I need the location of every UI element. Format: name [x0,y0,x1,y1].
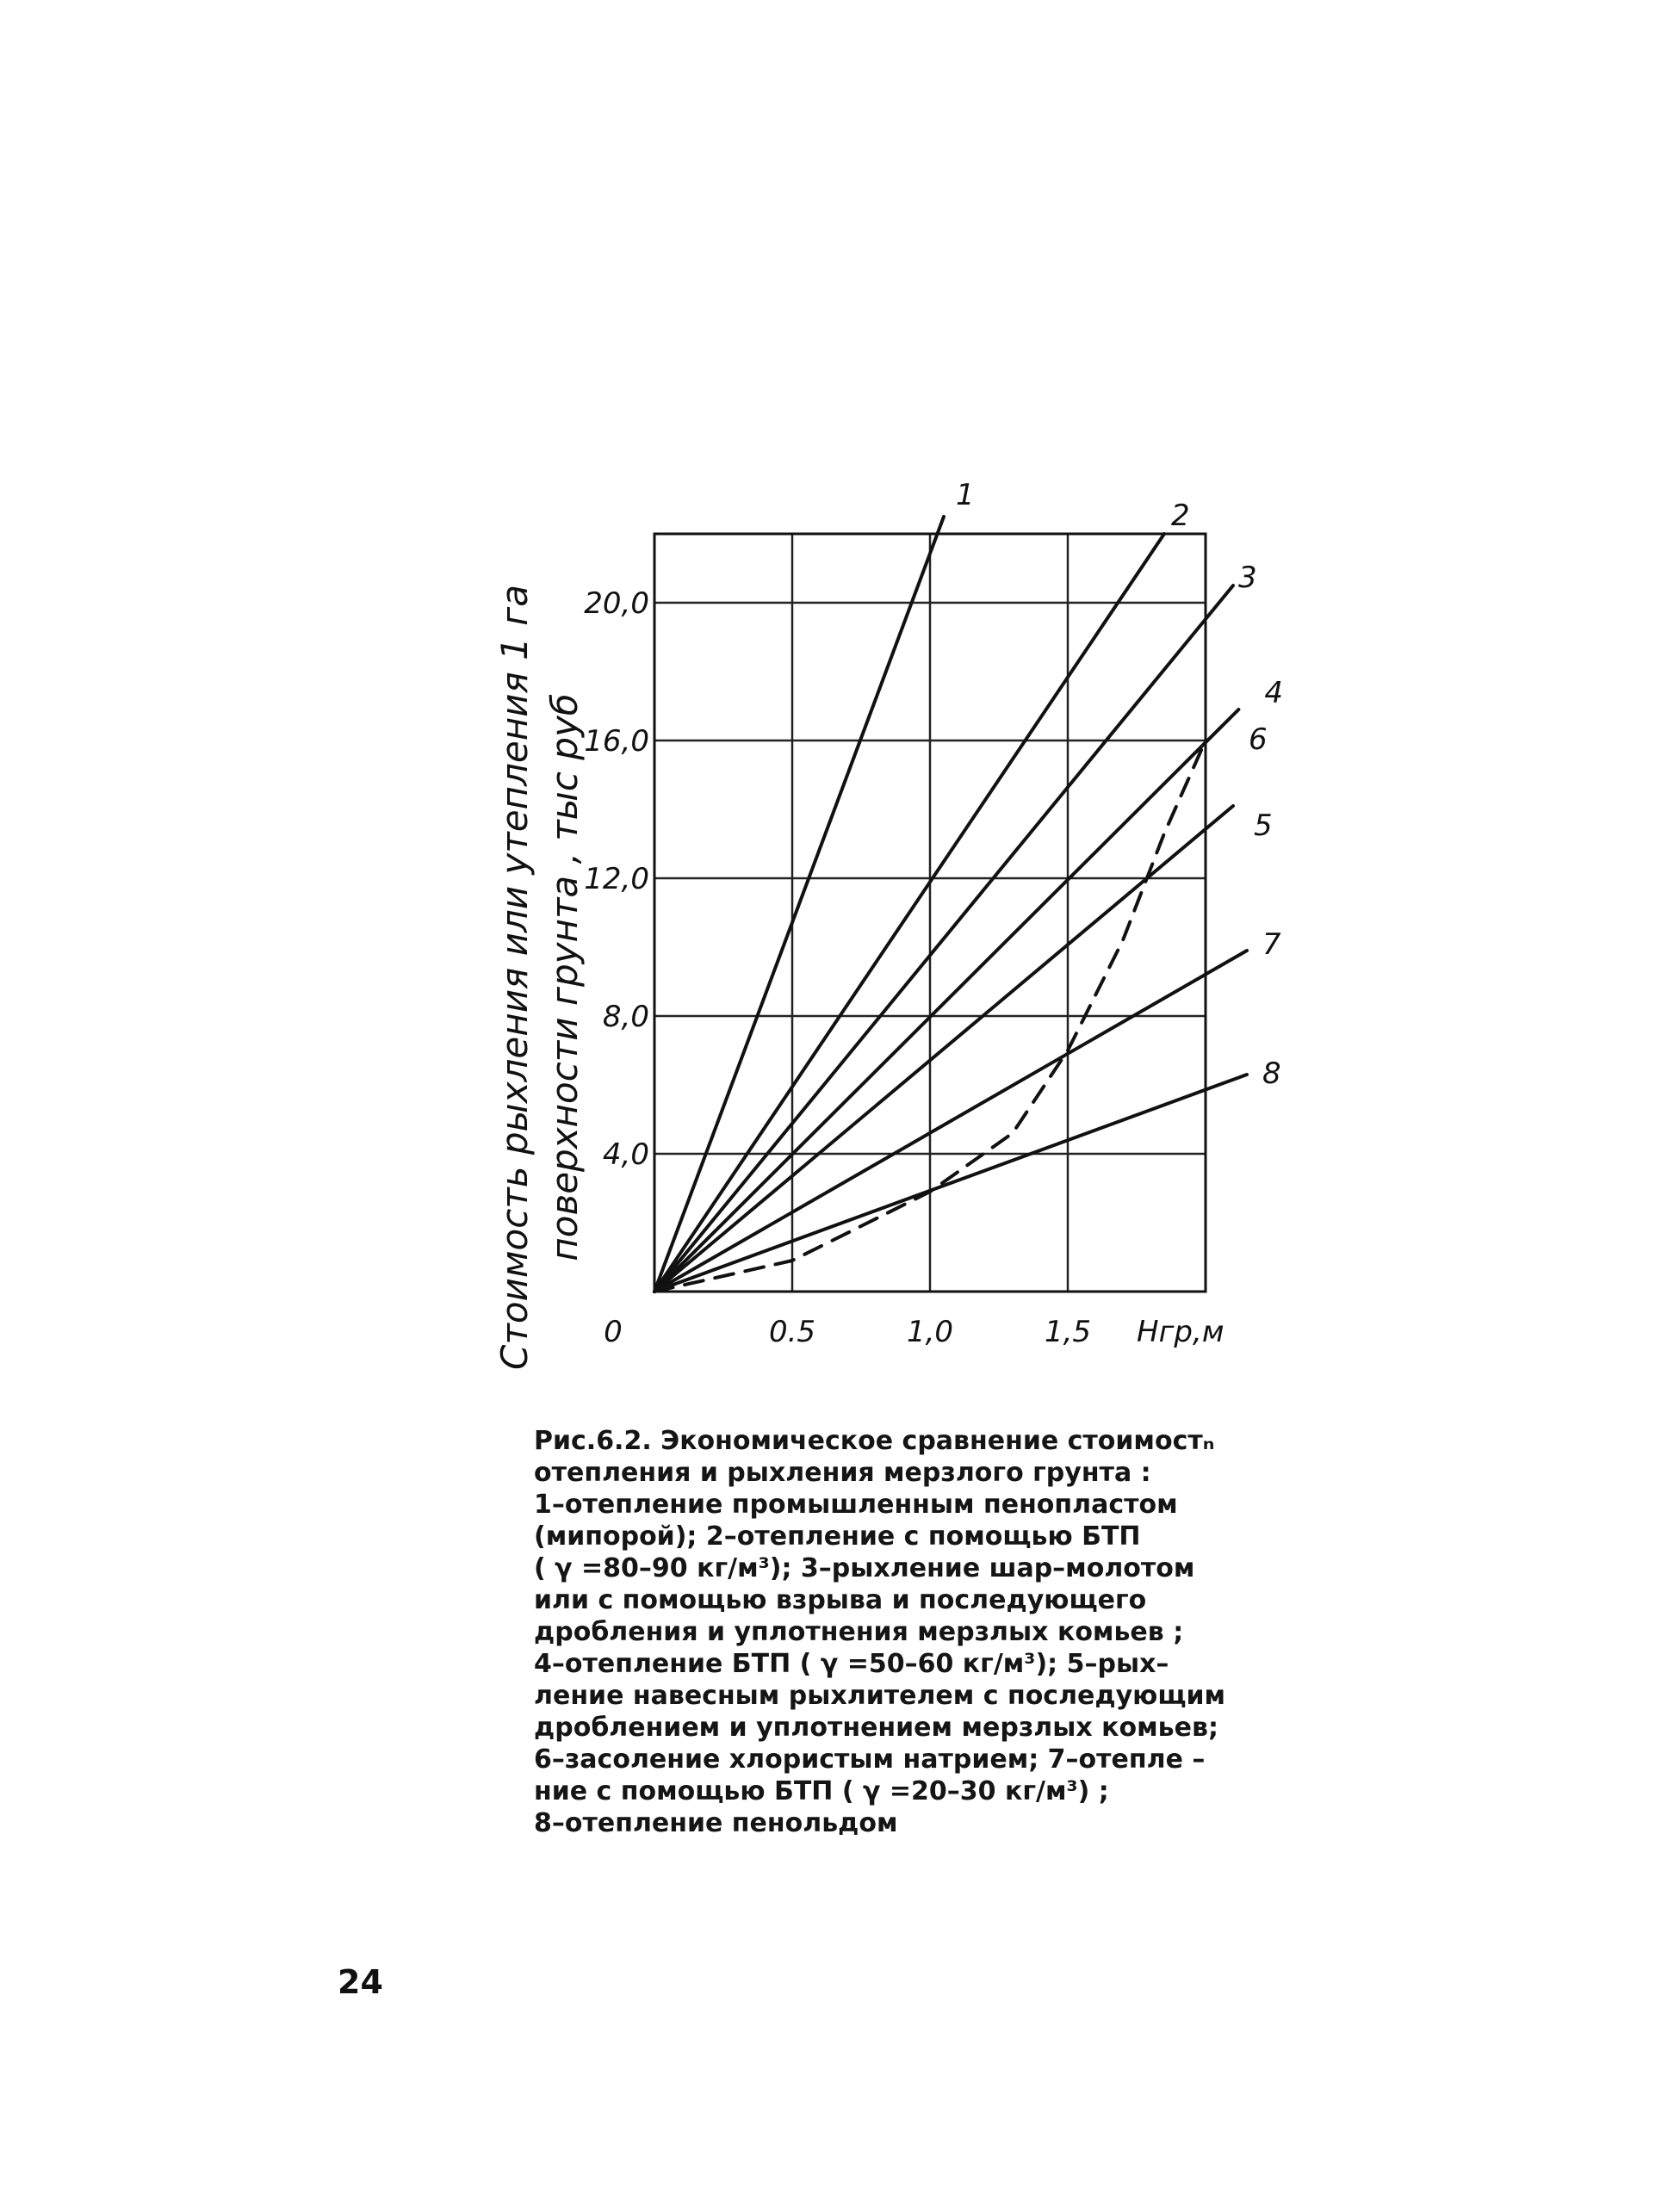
caption-line: ние с помощью БТП ( γ =20–30 кг/м³) ; [534,1776,1109,1806]
caption-line: 4–отепление БТП ( γ =50–60 кг/м³); 5–рых– [534,1649,1169,1679]
series-label-7: 7 [1262,927,1281,962]
series-label-1: 1 [956,478,975,512]
caption-line: 8–отепление пенольдом [534,1808,898,1838]
caption-line: отепления и рыхления мерзлого грунта : [534,1458,1151,1488]
y-tick-label: 4,0 [602,1137,649,1172]
series-label-4: 4 [1264,676,1284,710]
x-axis-unit-label: Hгр,м [1137,1315,1224,1349]
chart [482,456,1343,1412]
series-lines [654,517,1247,1292]
caption-line: ( γ =80–90 кг/м³); 3–рыхление шар–молотом [534,1553,1195,1583]
series-label-2: 2 [1171,499,1190,533]
series-label-6: 6 [1249,722,1268,757]
caption-line: 1–отепление промышленным пенопластом [534,1490,1178,1520]
y-axis-label-line-2: поверхности грунта , тыс руб [543,693,586,1261]
series-line-1 [654,517,944,1292]
x-tick-label: 1,5 [1044,1315,1092,1349]
y-tick-label: 20,0 [584,586,649,621]
series-line-4 [654,709,1238,1292]
figure-caption [534,1425,1309,1839]
y-tick-label: 8,0 [602,1000,649,1034]
axis-ticks [584,586,1091,1349]
y-tick-label: 16,0 [584,724,649,759]
series-label-3: 3 [1238,561,1257,595]
x-tick-label: 1,0 [906,1315,954,1349]
x-tick-label: 0 [604,1315,623,1349]
caption-line: 6–засоление хлористым натрием; 7–отепле – [534,1744,1206,1775]
caption-line: или с помощью взрыва и последующего [534,1585,1147,1615]
grid [654,534,1206,1292]
y-axis-label-line-1: Стоимость рыхления или утепления 1 га [493,585,536,1370]
page-number: 24 [338,1963,383,2001]
caption-line: (мипорой); 2–отепление с помощью БТП [534,1521,1141,1552]
y-tick-label: 12,0 [584,862,649,896]
caption-line: дроблением и уплотнением мерзлых комьев; [534,1713,1218,1743]
series-line-7 [654,951,1247,1292]
caption-line: дробления и уплотнения мерзлых комьев ; [534,1617,1184,1647]
series-label-8: 8 [1262,1056,1281,1091]
caption-line: ление навесным рыхлителем с последующим [534,1681,1226,1711]
x-tick-label: 0.5 [768,1315,816,1349]
series-label-5: 5 [1254,809,1273,843]
series-line-2 [654,534,1164,1292]
caption-line: Рис.6.2. Экономическое сравнение стоимостₙ [534,1426,1215,1456]
